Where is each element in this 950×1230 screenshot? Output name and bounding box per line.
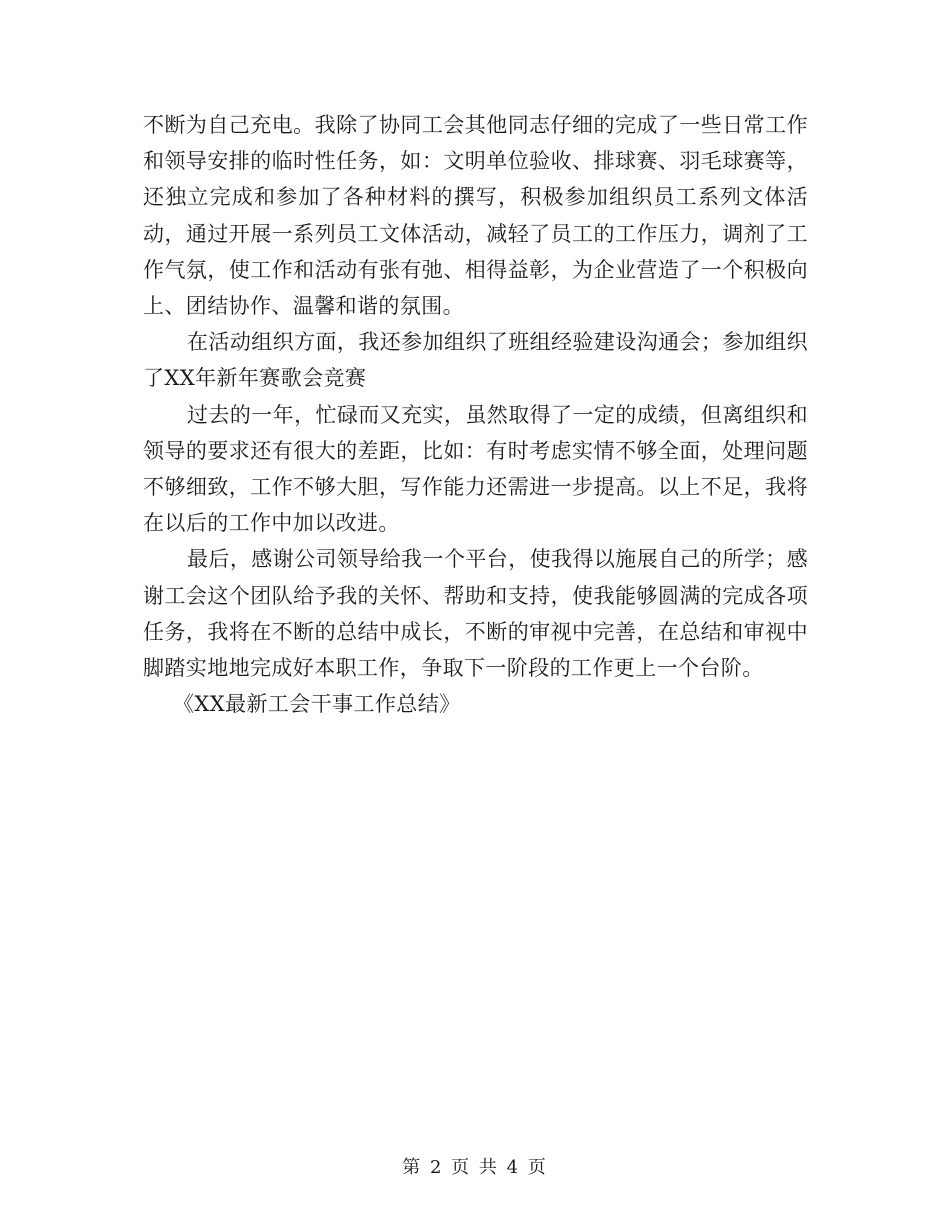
paragraph-4: 最后，感谢公司领导给我一个平台，使我得以施展自己的所学；感谢工会这个团队给予我的关怀、帮助和支持，使我能够圆满的完成各项任务，我将在不断的总结中成长，不断的审视中完善，在总结和审视中脚踏实地地完成好本职工作，争取下一阶段的工作更上一个台阶。 bbox=[143, 547, 808, 681]
paragraph-3: 过去的一年，忙碌而又充实，虽然取得了一定的成绩，但离组织和领导的要求还有很大的差距，比如：有时考虑实情不够全面，处理问题不够细致，工作不够大胆，写作能力还需进一步提高。以上不足，我将在以后的工作中加以改进。 bbox=[143, 402, 808, 536]
paragraph-1: 不断为自己充电。我除了协同工会其他同志仔细的完成了一些日常工作和领导安排的临时性任务，如：文明单位验收、排球赛、羽毛球赛等，还独立完成和参加了各种材料的撰写，积极参加组织员工系列文体活动，通过开展一系列员工文体活动，减轻了员工的工作压力，调剂了工作气氛，使工作和活动有张有弛、相得益彰，为企业营造了一个积极向上、团结协作、温馨和谐的氛围。 bbox=[143, 113, 808, 319]
page-number-label: 第 2 页 共 4 页 bbox=[402, 1157, 548, 1178]
document-body bbox=[143, 107, 808, 722]
paragraph-2: 在活动组织方面，我还参加组织了班组经验建设沟通会；参加组织了XX年新年赛歌会竞赛 bbox=[143, 330, 808, 391]
closing-title: 《XX最新工会干事工作总结》 bbox=[173, 692, 461, 717]
page-footer bbox=[0, 1153, 950, 1179]
